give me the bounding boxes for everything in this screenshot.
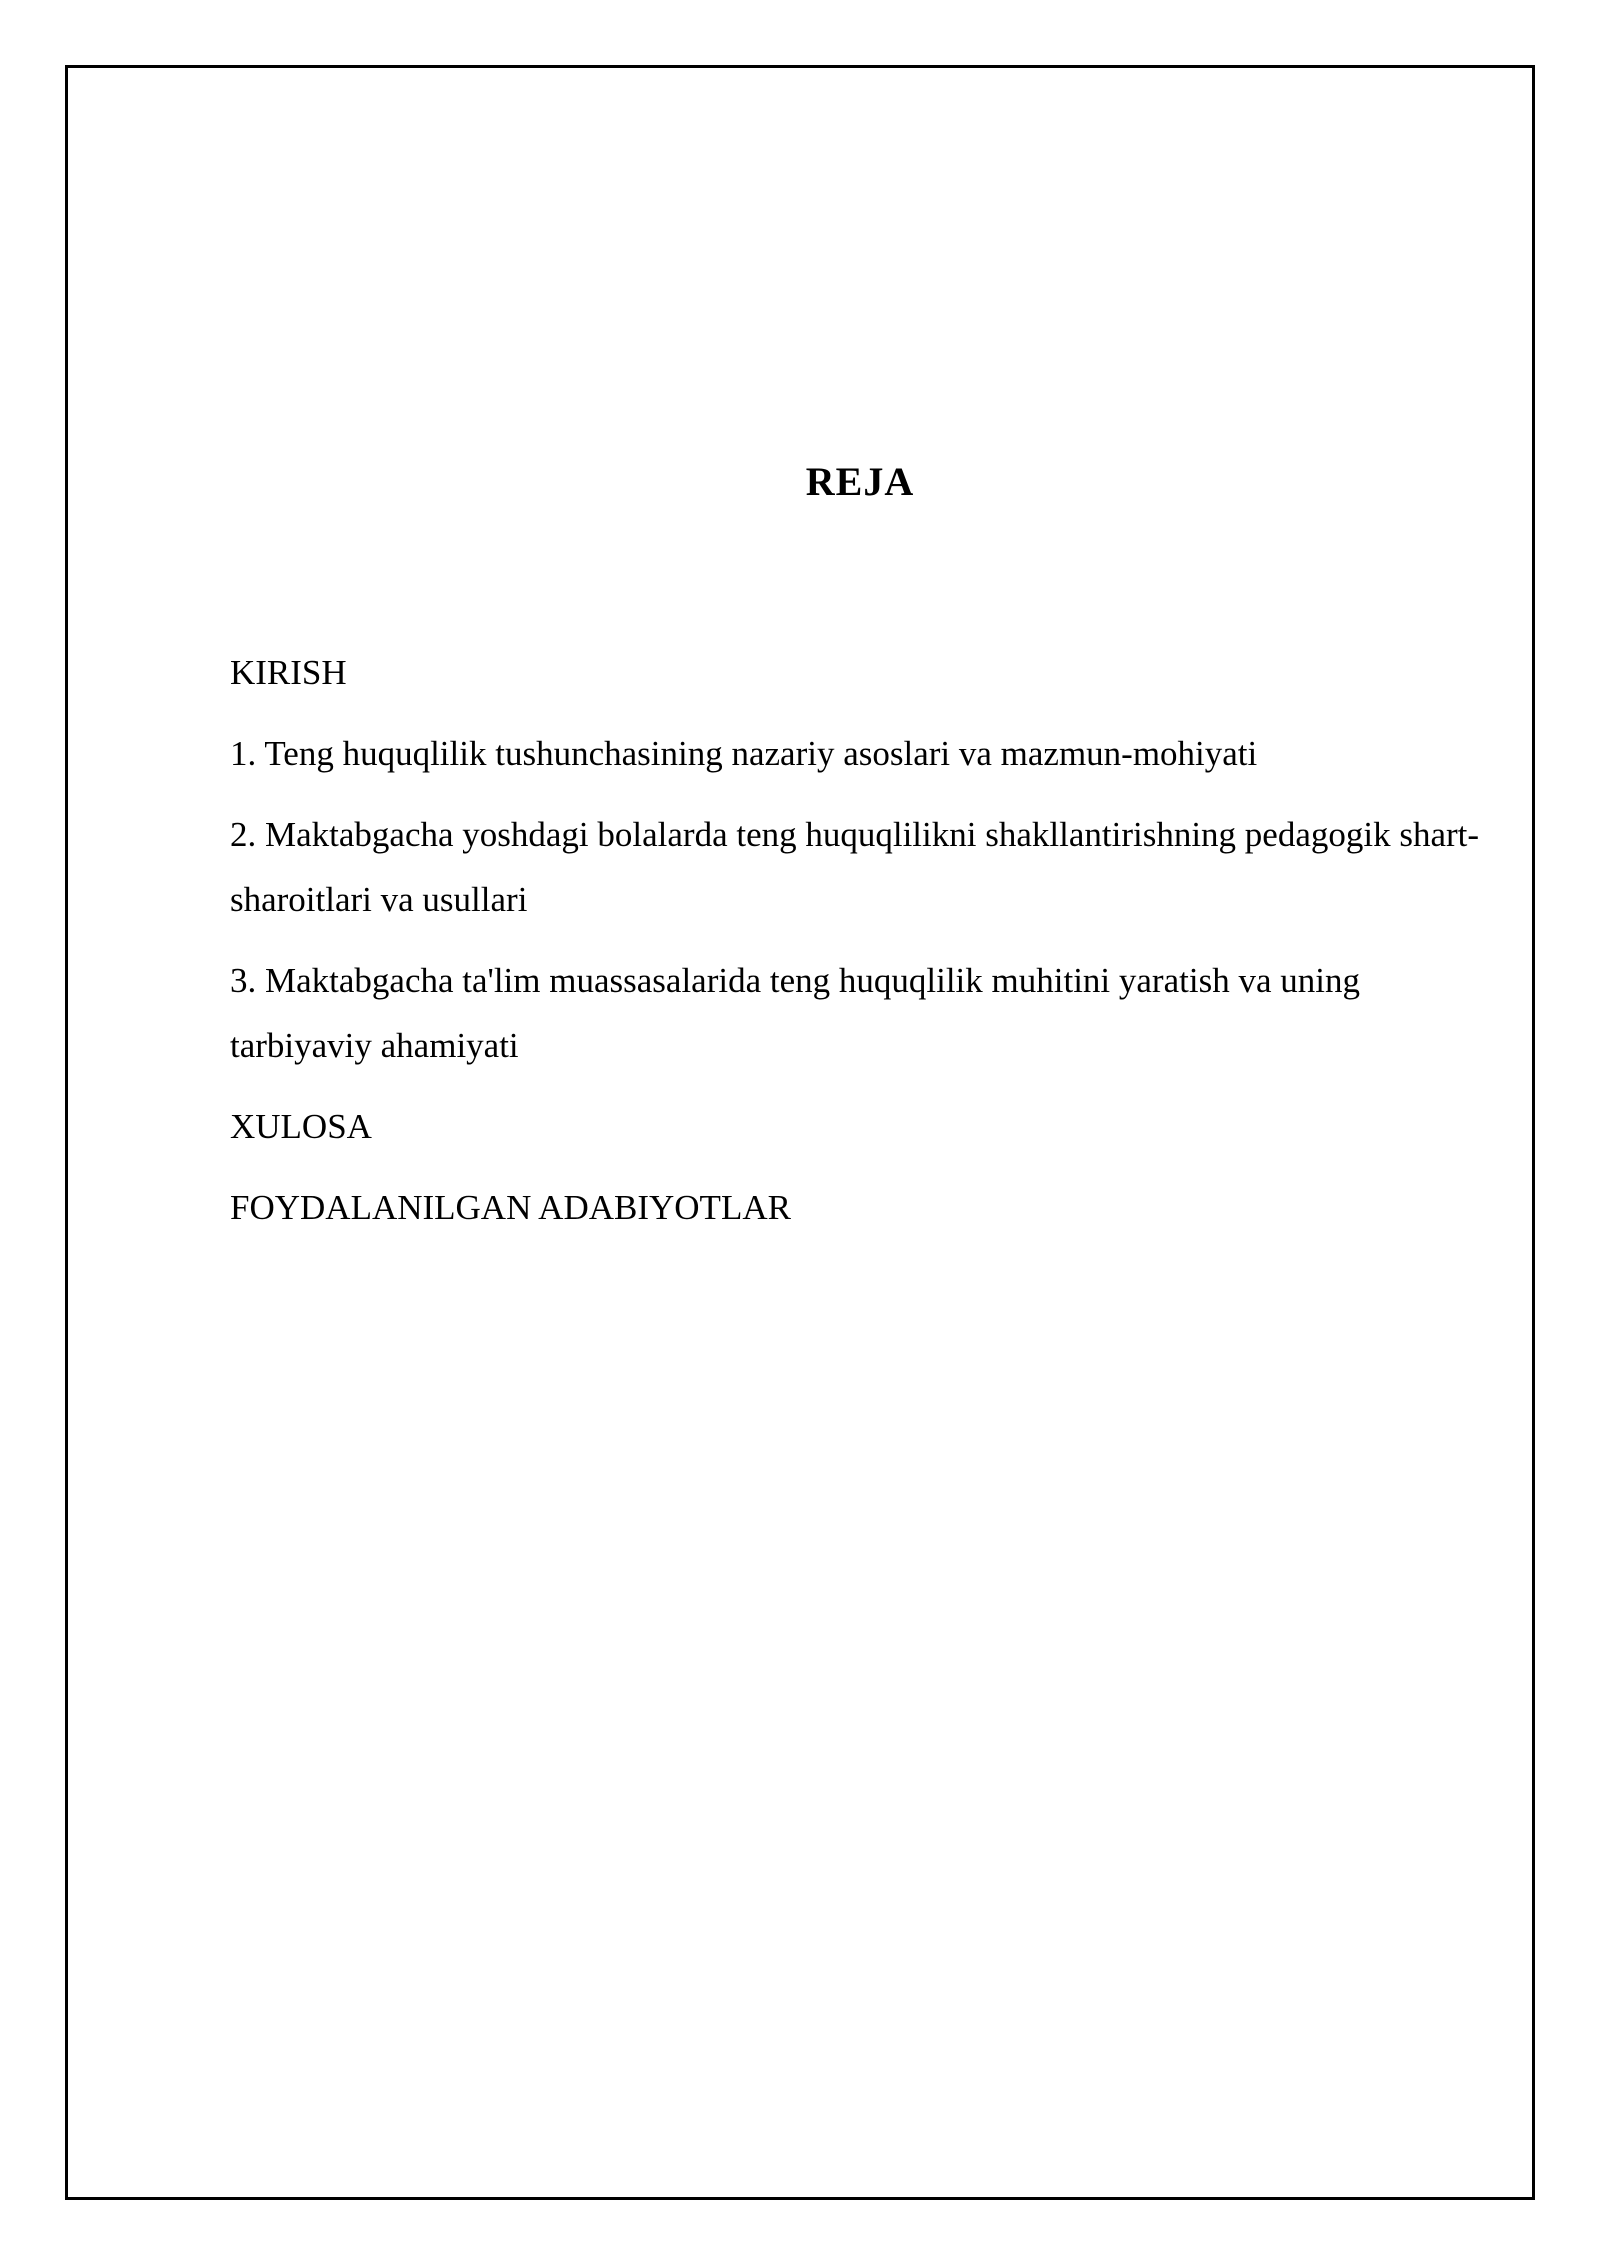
plan-item-chapter-2: 2. Maktabgacha yoshdagi bolalarda teng huquqlilikni shakllantirishning pedagogik shart-sharoitlari va usullari (230, 815, 1480, 919)
page-title: REJA (805, 459, 915, 504)
plan-item-chapter-3: 3. Maktabgacha ta'lim muassasalarida teng huquqlilik muhitini yaratish va uning tarbiyaviy ahamiyati (230, 961, 1360, 1065)
plan-item-chapter-1: 1. Teng huquqlilik tushunchasining nazariy asoslari va mazmun-mohiyati (230, 734, 1258, 773)
plan-item-conclusion: XULOSA (230, 1107, 372, 1146)
plan-list (230, 640, 1490, 1256)
plan-item-introduction: KIRISH (230, 653, 347, 692)
plan-item-references: FOYDALANILGAN ADABIYOTLAR (230, 1188, 791, 1227)
